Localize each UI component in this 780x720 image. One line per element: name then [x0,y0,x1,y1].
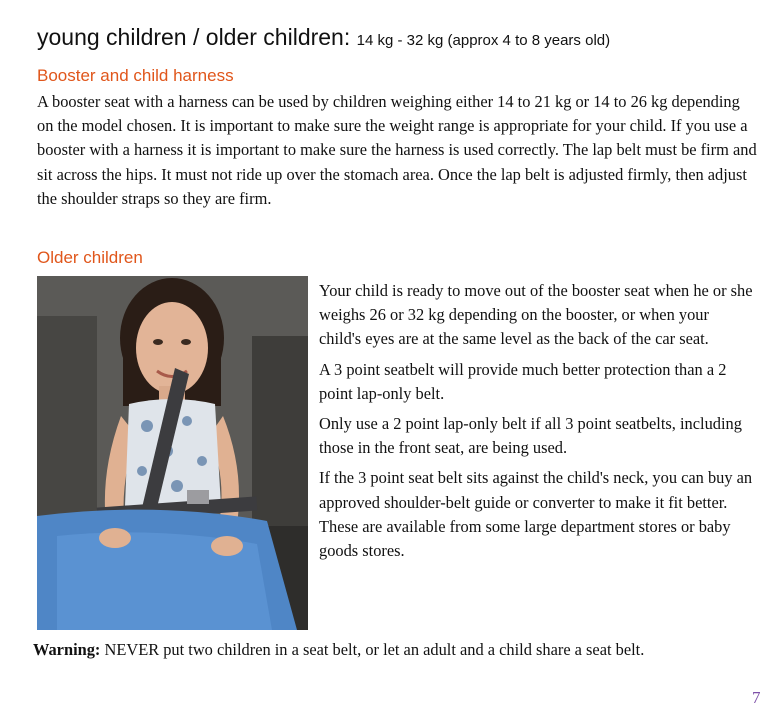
child-in-seatbelt-photo [37,276,308,630]
page-number: 7 [752,688,761,707]
page-title [37,24,610,51]
older-paragraph-4: If the 3 point seat belt sits against the child's neck, you can buy an approved shoulder-belt guide or converter to make it fit better. These are available from some large department stores or baby goods stores. [319,468,753,561]
older-children-text [319,279,754,569]
booster-heading: Booster and child harness [37,66,234,85]
title-main: young children / older children: [37,24,357,50]
warning-label: Warning: [33,640,101,659]
older-paragraph-3: Only use a 2 point lap-only belt if all 3 point seatbelts, including those in the front seat, are being used. [319,414,742,458]
older-paragraph-1: Your child is ready to move out of the booster seat when he or she weighs 26 or 32 kg depending on the booster, or when your child's eyes are at the same level as the back of the car seat. [319,281,753,349]
older-children-heading: Older children [37,248,143,267]
booster-paragraph: A booster seat with a harness can be used by children weighing either 14 to 21 kg or 14 to 26 kg depending on the model chosen. It is important to make sure the weight range is appropriate for your child. If you use a booster with a harness it is important to make sure the harness is used correctly. The lap belt must be firm and sit across the hips. It must not ride up over the stomach area. Once the lap belt is adjusted firmly, then adjust the shoulder straps so they are firm. [37,92,757,208]
warning-note [33,638,778,662]
warning-text: NEVER put two children in a seat belt, or let an adult and a child share a seat belt. [100,640,645,659]
title-weight-range: 14 kg - 32 kg (approx 4 to 8 years old) [356,32,611,49]
older-paragraph-2: A 3 point seatbelt will provide much better protection than a 2 point lap-only belt. [319,359,727,403]
